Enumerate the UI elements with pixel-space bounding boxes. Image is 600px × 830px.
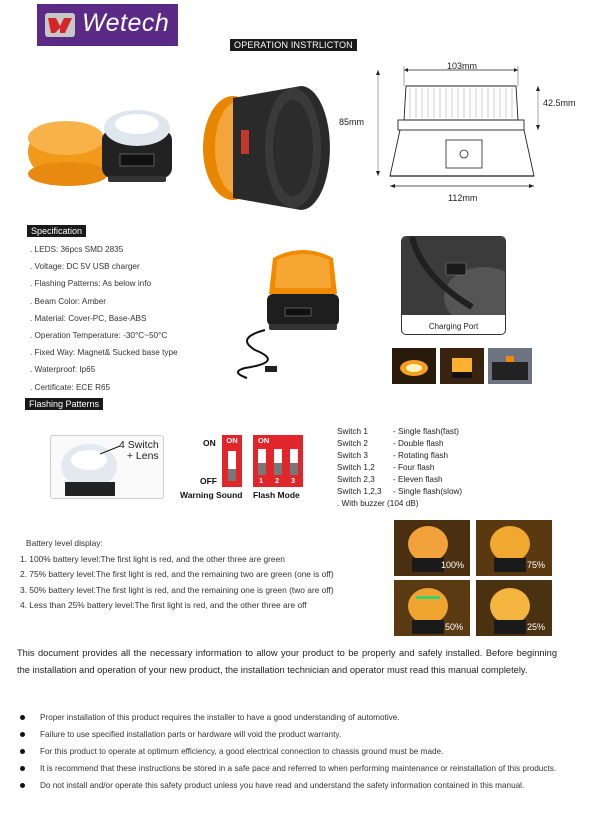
warning-sound-switch[interactable] bbox=[222, 435, 242, 487]
battery-photo-50 bbox=[394, 580, 470, 636]
dimension-diagram bbox=[360, 58, 595, 208]
switch-key: Switch 1 bbox=[337, 427, 368, 436]
bullet-text: Do not install and/or operate this safety product unless you have read and understand the safety information contained in this manual. bbox=[40, 781, 525, 790]
page-title: OPERATION INSTRLICTON bbox=[230, 39, 357, 51]
switch-row bbox=[337, 462, 462, 474]
intro-paragraph: This document provides all the necessary information to allow your product to be properly and safely installed. Before beginning the installation and operation of your new product, the installation technician and operator must read this manual completely. bbox=[17, 648, 557, 675]
bullet-dot-icon bbox=[20, 749, 25, 754]
dip-number: 1 bbox=[259, 476, 264, 485]
switch-value: - Eleven flash bbox=[393, 475, 443, 484]
flashing-patterns-title: Flashing Patterns bbox=[25, 398, 103, 410]
flash-mode-label: Flash Mode bbox=[253, 490, 300, 500]
battery-level-item: 2. 75% battery level:The first light is red, and the remaining two are green (one is off) bbox=[20, 569, 334, 580]
switch-value: - Double flash bbox=[393, 439, 444, 448]
battery-photo-label: 100% bbox=[441, 560, 465, 570]
safety-bullet-list bbox=[20, 710, 565, 794]
product-photo-with-cable bbox=[225, 238, 375, 388]
switch-row bbox=[337, 474, 462, 486]
light-photo-2 bbox=[440, 348, 484, 384]
bullet-dot-icon bbox=[20, 715, 25, 720]
charging-port-label: Charging Port bbox=[428, 322, 479, 331]
switch-value: - Single flash(slow) bbox=[393, 487, 463, 496]
battery-title: Battery level display: bbox=[26, 538, 103, 548]
switch-row bbox=[337, 486, 462, 498]
product-photo-side bbox=[193, 78, 333, 218]
dip-number: 3 bbox=[291, 476, 296, 485]
bullet-text: It is recommend that these instructions be stored in a safe pace and referred to when performing maintenance or reinstallation of this products. bbox=[40, 764, 557, 773]
dip-on-label: ON bbox=[203, 438, 216, 448]
bullet-item bbox=[20, 778, 565, 794]
battery-level-item: 3. 50% battery level:The first light is red, and the remaining one is green (two are off) bbox=[20, 584, 334, 595]
bullet-dot-icon bbox=[20, 766, 25, 771]
specification-title: Specification bbox=[27, 225, 86, 237]
dip-off-label: OFF bbox=[200, 476, 217, 486]
dim-height-cover: 42.5mm bbox=[543, 98, 576, 108]
charging-port-photo bbox=[401, 236, 506, 335]
dip-number: 2 bbox=[275, 476, 280, 485]
battery-photo-label: 75% bbox=[527, 560, 546, 570]
bullet-item bbox=[20, 761, 565, 777]
spec-item: . Fixed Way: Magnet& Sucked base type bbox=[30, 348, 178, 358]
switch-key: Switch 3 bbox=[337, 451, 368, 460]
light-photo-1 bbox=[392, 348, 436, 384]
brand-mark-icon bbox=[43, 10, 77, 40]
switch-callout-line1: 4 Switch bbox=[119, 439, 159, 451]
bullet-dot-icon bbox=[20, 783, 25, 788]
battery-photo-25 bbox=[476, 580, 552, 636]
spec-item: . Certificate: ECE R65 bbox=[30, 382, 111, 392]
buzzer-note: . With buzzer (104 dB) bbox=[337, 499, 419, 508]
switch-key: Switch 2,3 bbox=[337, 475, 375, 484]
switch-key: Switch 2 bbox=[337, 439, 368, 448]
dip-slot bbox=[258, 449, 266, 475]
bullet-dot-icon bbox=[20, 732, 25, 737]
bullet-item bbox=[20, 727, 565, 743]
switch-row bbox=[337, 438, 462, 450]
spec-item: . Voltage: DC 5V USB charger bbox=[30, 262, 140, 272]
switch-value: - Rotating flash bbox=[393, 451, 449, 460]
battery-level-section bbox=[20, 536, 334, 614]
light-photo-3 bbox=[488, 348, 532, 384]
battery-photo-75 bbox=[476, 520, 552, 576]
battery-photo-label: 25% bbox=[527, 622, 546, 632]
battery-level-item: 4. Less than 25% battery level:The first light is red, and the other three are off bbox=[20, 600, 307, 611]
dip-slot bbox=[274, 449, 282, 475]
switch-key: Switch 1,2 bbox=[337, 463, 375, 472]
dim-width-top: 103mm bbox=[447, 61, 478, 71]
specification-list bbox=[30, 241, 178, 396]
dip-on-small: ON bbox=[226, 436, 238, 445]
dip-on-small: ON bbox=[258, 436, 270, 445]
spec-item: . Waterproof: Ip65 bbox=[30, 365, 96, 375]
switch-callout-line2: + Lens bbox=[126, 450, 159, 462]
dip-knob bbox=[274, 463, 282, 475]
switch-row bbox=[337, 450, 462, 462]
dip-slot bbox=[290, 449, 298, 475]
dim-height-total: 85mm bbox=[339, 117, 365, 127]
bullet-item bbox=[20, 710, 565, 726]
switch-value: - Single flash(fast) bbox=[393, 427, 459, 436]
dip-knob bbox=[228, 469, 236, 481]
switch-value: - Four flash bbox=[393, 463, 435, 472]
dip-knob bbox=[258, 463, 266, 475]
bullet-item bbox=[20, 744, 565, 760]
spec-item: . Material: Cover-PC, Base-ABS bbox=[30, 313, 147, 323]
switch-key: Switch 1,2,3 bbox=[337, 487, 382, 496]
battery-photo-100 bbox=[394, 520, 470, 576]
flash-mode-switch[interactable] bbox=[253, 435, 303, 487]
spec-item: . Operation Temperature: -30°C~50°C bbox=[30, 331, 168, 341]
switch-row bbox=[337, 426, 462, 438]
brand-name: Wetech bbox=[82, 9, 170, 37]
bullet-text: For this product to operate at optimum efficiency, a good electrical connection to chassis ground must be made. bbox=[40, 747, 444, 756]
warning-sound-label: Warning Sound bbox=[180, 490, 243, 500]
dip-slot bbox=[228, 451, 236, 481]
switch-callout bbox=[119, 440, 159, 462]
bullet-text: Failure to use specified installation parts or hardware will void the product warranty. bbox=[40, 730, 342, 739]
product-photo-lens-base bbox=[18, 92, 198, 202]
dip-knob bbox=[290, 463, 298, 475]
spec-item: . Beam Color: Amber bbox=[30, 296, 106, 306]
bullet-text: Proper installation of this product requires the installer to have a good understanding of automotive. bbox=[40, 713, 400, 722]
battery-photo-label: 50% bbox=[445, 622, 464, 632]
spec-item: . LEDS: 36pcs SMD 2835 bbox=[30, 245, 124, 254]
switch-patterns-table bbox=[337, 426, 462, 510]
spec-item: . Flashing Patterns: As below info bbox=[30, 279, 152, 289]
battery-level-item: 1. 100% battery level:The first light is red, and the other three are green bbox=[20, 553, 285, 564]
charging-port-icon bbox=[402, 237, 505, 315]
dim-width-base: 112mm bbox=[448, 193, 478, 203]
